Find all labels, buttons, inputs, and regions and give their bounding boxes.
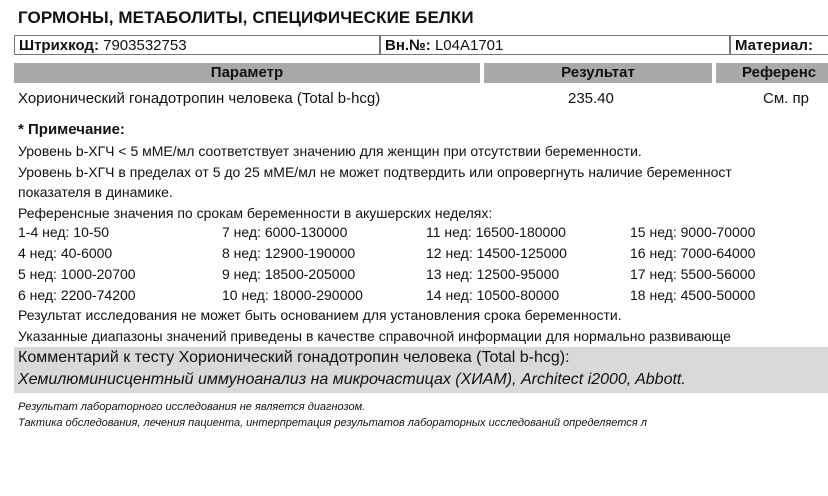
footer-line-2: Тактика обследования, лечения пациента, интерпретация результатов лабораторных исследований определяется л	[18, 417, 647, 429]
week-cell: 6 нед: 2200-74200	[18, 287, 136, 303]
week-cell: 10 нед: 18000-290000	[222, 287, 363, 303]
note-line-6: Указанные диапазоны значений приведены в качестве справочной информации для нормально развивающе	[18, 328, 731, 344]
note-line-4: Референсные значения по срокам беременности в акушерских неделях:	[18, 205, 493, 221]
row-param: Хорионический гонадотропин человека (Total b-hcg)	[18, 90, 381, 107]
week-cell: 9 нед: 18500-205000	[222, 266, 356, 282]
note-line-3: показателя в динамике.	[18, 184, 173, 200]
week-cell: 18 нед: 4500-50000	[630, 287, 756, 303]
comment-title: Комментарий к тесту Хорионический гонадотропин человека (Total b-hcg):	[18, 349, 570, 366]
note-line-2: Уровень b-ХГЧ в пределах от 5 до 25 мМЕ/мл не может подтвердить или опровергнуть наличие беременност	[18, 164, 732, 180]
week-cell: 13 нед: 12500-95000	[426, 266, 560, 282]
week-cell: 5 нед: 1000-20700	[18, 266, 136, 282]
page-title: ГОРМОНЫ, МЕТАБОЛИТЫ, СПЕЦИФИЧЕСКИЕ БЕЛКИ	[18, 8, 474, 27]
comment-box	[14, 347, 828, 393]
week-cell: 7 нед: 6000-130000	[222, 224, 348, 240]
inner-number-cell	[380, 35, 730, 55]
row-result: 235.40	[568, 90, 614, 107]
comment-method: Хемилюминисцентный иммуноанализ на микрочастицах (ХИАМ), Architect i2000, Abbott.	[18, 371, 686, 388]
barcode-cell	[14, 35, 380, 55]
week-cell: 14 нед: 10500-80000	[426, 287, 560, 303]
week-cell: 1-4 нед: 10-50	[18, 224, 110, 240]
barcode-label: Штрихкод:	[19, 37, 99, 54]
note-title: * Примечание:	[18, 121, 125, 138]
header-result: Результат	[484, 63, 712, 83]
week-cell: 15 нед: 9000-70000	[630, 224, 756, 240]
week-cell: 12 нед: 14500-125000	[426, 245, 567, 261]
material-cell	[730, 35, 828, 55]
row-reference: См. пр	[763, 90, 809, 107]
week-cell: 11 нед: 16500-180000	[426, 224, 566, 240]
inner-number-value: L04A1701	[434, 37, 504, 54]
header-param: Параметр	[14, 63, 480, 83]
footer-line-1: Результат лабораторного исследования не является диагнозом.	[18, 401, 366, 413]
barcode-value: 7903532753	[103, 37, 187, 54]
meta-row	[14, 35, 828, 57]
inner-number-label: Вн.№:	[385, 37, 431, 54]
week-cell: 8 нед: 12900-190000	[222, 245, 356, 261]
week-cell: 4 нед: 40-6000	[18, 245, 113, 261]
week-cell: 17 нед: 5500-56000	[630, 266, 756, 282]
material-label: Материал:	[735, 37, 813, 54]
week-cell: 16 нед: 7000-64000	[630, 245, 756, 261]
header-reference: Референс	[716, 63, 828, 83]
note-line-5: Результат исследования не может быть основанием для установления срока беременности.	[18, 307, 622, 323]
note-line-1: Уровень b-ХГЧ < 5 мМЕ/мл соответствует значению для женщин при отсутствии беременности.	[18, 143, 642, 159]
